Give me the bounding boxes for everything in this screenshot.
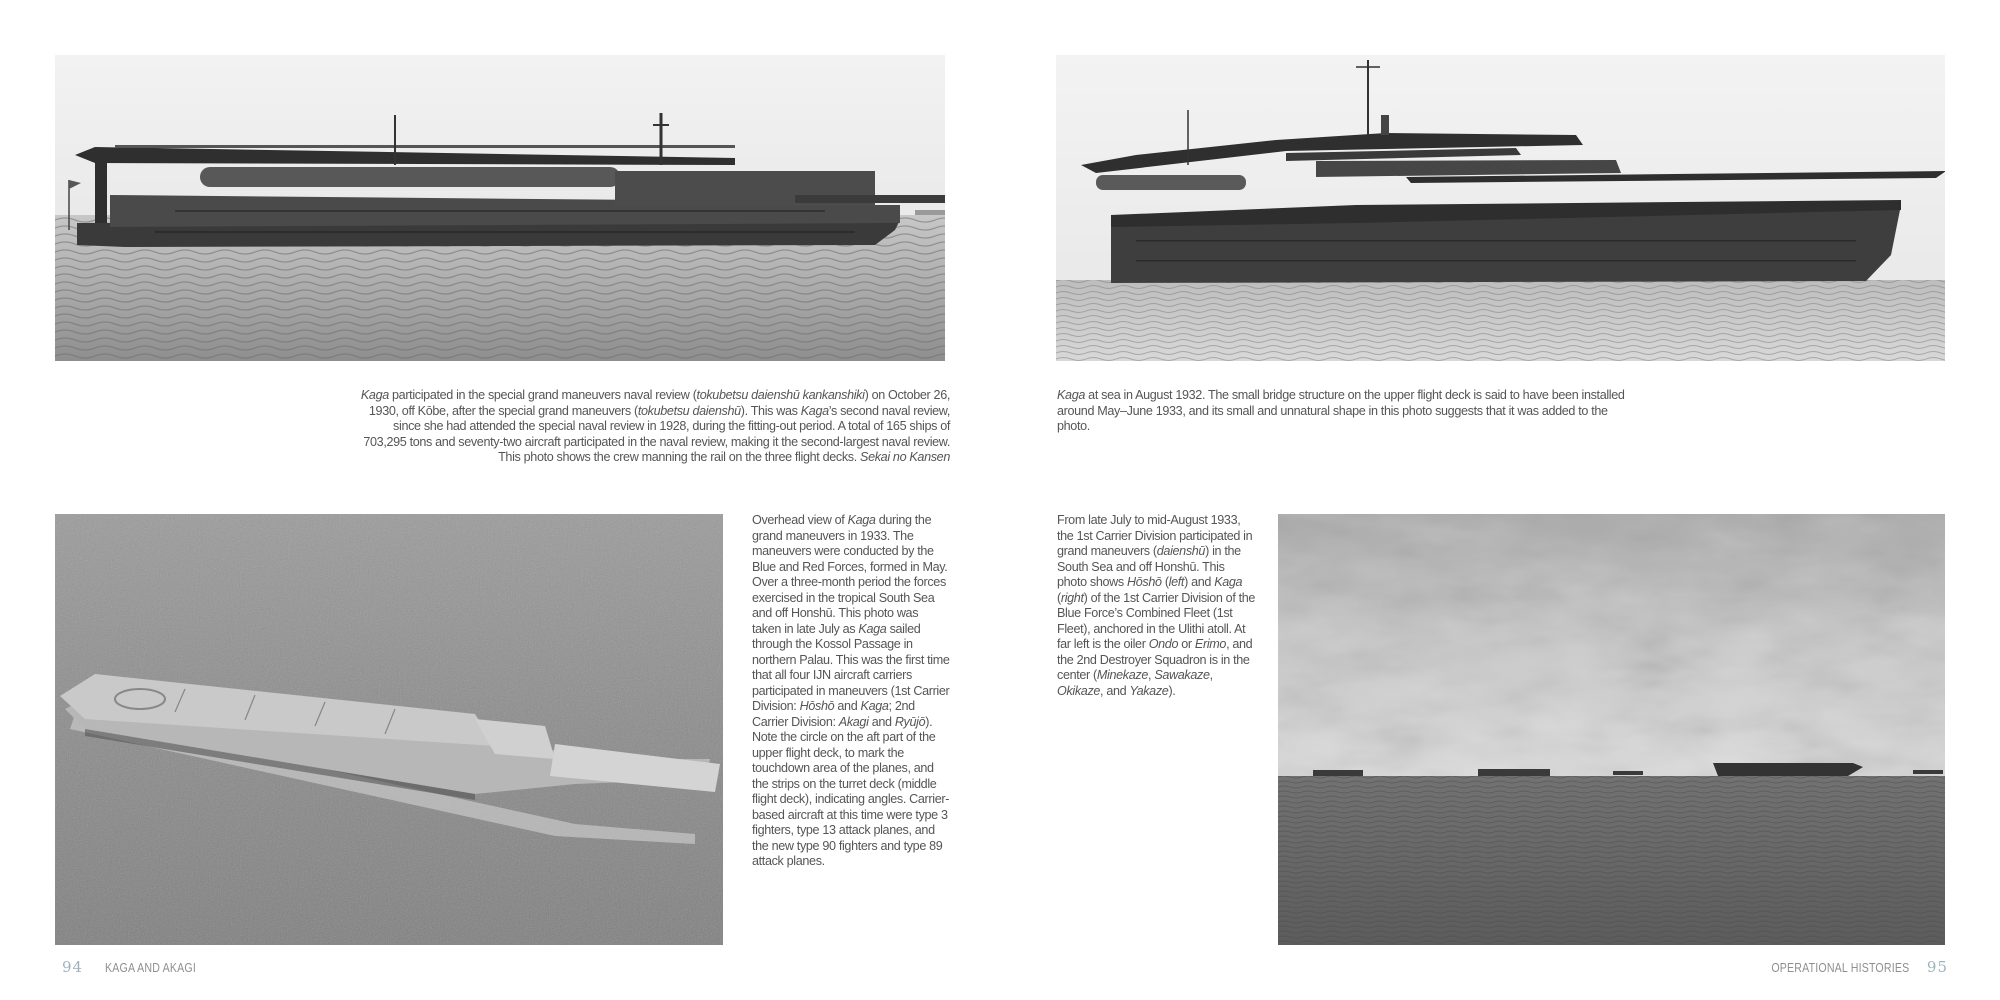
page-number-left: 94 [62,958,84,976]
caption-kaga-at-sea: Kaga at sea in August 1932. The small bridge structure on the upper flight deck is said to have been installed around May–June 1933, and its small and unnatural shape in this photo suggests that it was added to the photo. [1057,388,1625,433]
running-head-left: KAGA AND AKAGI [104,961,196,975]
photo-kaga-overhead [55,514,723,945]
ship-profile-image [55,55,945,361]
photo-kaga-at-sea-1932 [1056,55,1945,361]
caption-naval-review: Kaga participated in the special grand maneuvers naval review (tokubetsu daienshū kankanshiki) on October 26, 1930, off Kōbe, after the special grand maneuvers (tokubetsu daienshū). This was Kaga’s second naval review, since she had attended the special naval review in 1928, during the fitting-out period. A total of 165 ships of 703,295 tons and seventy-two aircraft participated in the naval review, making it the second-largest naval review. This photo shows the crew manning the rail on the three flight decks. Sekai no Kansen [360,388,950,464]
caption-ulithi-anchorage: From late July to mid-August 1933, the 1st Carrier Division participated in grand maneuvers (daienshū) in the South Sea and off Honshū. This photo shows Hōshō (left) and Kaga (right) of the 1st Carrier Division of the Blue Force’s Combined Fleet (1st Fleet), anchored in the Ulithi atoll. At far left is the oiler Ondo or Erimo, and the 2nd Destroyer Squadron is in the center (Minekaze, Sawakaze, Okikaze, and Yakaze). [1057,513,1256,698]
ship-bow-image [1056,55,1945,361]
caption-overhead-kaga: Overhead view of Kaga during the grand maneuvers in 1933. The maneuvers were conducted by the Blue and Red Forces, formed in May. Over a three-month period the forces exercised in the tropical South Sea and off Honshū. This photo was taken in late July as Kaga sailed through the Kossol Passage in northern Palau. This was the first time that all four IJN aircraft carriers participated in maneuvers (1st Carrier Division: Hōshō and Kaga; 2nd Carrier Division: Akagi and Ryūjō). Note the circle on the aft part of the upper flight deck, to mark the touchdown area of the planes, and the strips on the turret deck (middle flight deck), indicating angles. Carrier-based aircraft at this time were type 3 fighters, type 13 attack planes, and the new type 90 fighters and type 89 attack planes. [752,513,950,868]
aerial-ship-image [55,514,723,945]
right-page-footer [1747,958,1948,976]
left-page-footer [62,958,212,976]
anchorage-image [1278,514,1945,945]
running-head-right: OPERATIONAL HISTORIES [1771,961,1910,975]
page-number-right: 95 [1926,958,1948,976]
photo-ulithi-anchorage [1278,514,1945,945]
photo-kaga-naval-review [55,55,945,361]
